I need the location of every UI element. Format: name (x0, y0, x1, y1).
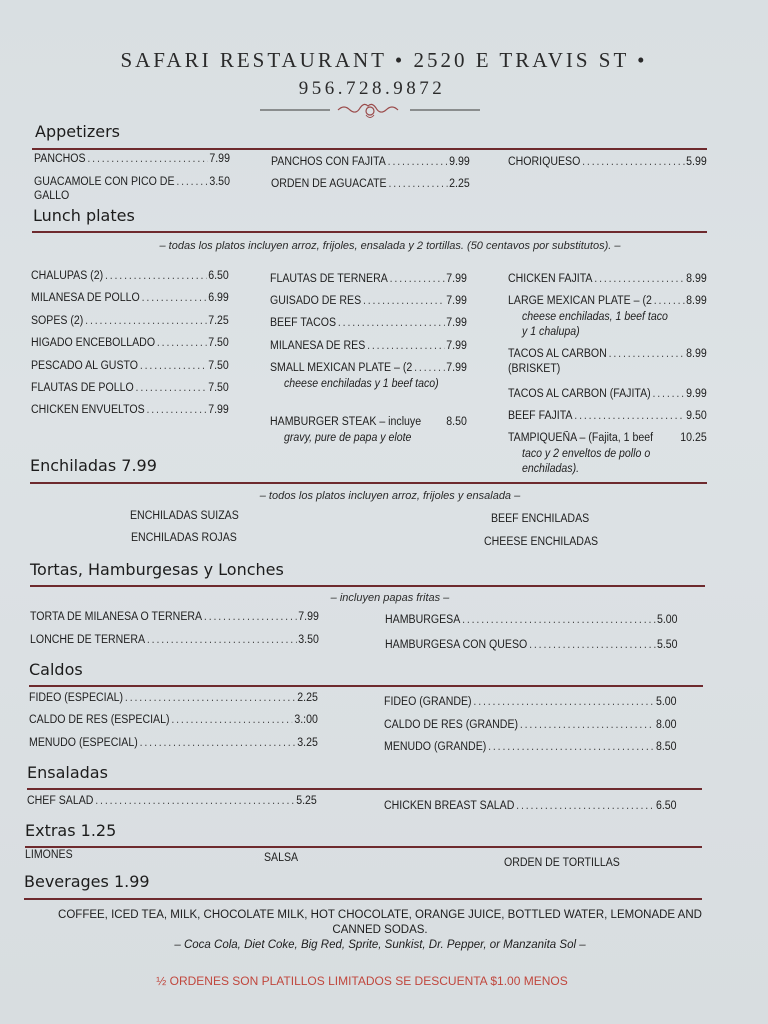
menu-item: LONCHE DE TERNERA ..... 3.50 (30, 634, 319, 646)
menu-item: PESCADO AL GUSTO ..... 7.50 (31, 360, 229, 372)
menu-item: SALSA (264, 852, 299, 864)
menu-item: ENCHILADAS SUIZAS (130, 510, 239, 522)
menu-item: BEEF FAJITA ..... 9.50 (508, 410, 707, 422)
menu-item: SMALL MEXICAN PLATE – (2 ..... 7.99 (270, 362, 467, 374)
ornament-divider-icon (258, 100, 482, 120)
section-note: – todos los platos incluyen arroz, frijoles y ensalada – (259, 490, 521, 502)
section-rule (27, 788, 702, 790)
menu-item-desc: taco y 2 enveltos de pollo o enchiladas). (522, 448, 651, 475)
beverage-list-cont: CANNED SODAS. (332, 924, 428, 936)
menu-item: CHEF SALAD ..... 5.25 (27, 795, 317, 807)
section-rule (32, 148, 707, 150)
menu-item: FLAUTAS DE POLLO ..... 7.50 (31, 382, 229, 394)
menu-item: TORTA DE MILANESA O TERNERA ..... 7.99 (30, 611, 319, 623)
menu-item: SOPES (2) ..... 7.25 (31, 315, 229, 327)
menu-item: MILANESA DE RES ..... 7.99 (270, 340, 467, 352)
menu-item: GUACAMOLE CON PICO DE ..... 3.50 (34, 176, 230, 188)
phone-number: 956.728.9872 (298, 78, 446, 99)
section-rule (30, 585, 705, 587)
menu-item-desc: gravy, pure de papa y elote (284, 432, 412, 444)
section-rule (32, 231, 707, 233)
menu-item-desc: cheese enchiladas, 1 beef taco y 1 chalupa) (522, 311, 668, 338)
menu-item: HAMBURGESA CON QUESO ..... 5.50 (385, 639, 678, 651)
menu-item: MENUDO (ESPECIAL) ..... 3.25 (29, 737, 318, 749)
menu-item: HAMBURGESA ..... 5.00 (385, 614, 678, 626)
menu-item: FIDEO (ESPECIAL) ..... 2.25 (29, 692, 318, 704)
menu-item: MENUDO (GRANDE) ..... 8.50 (384, 741, 677, 753)
menu-item: CHALUPAS (2) ..... 6.50 (31, 270, 229, 282)
section-title-beverages: Beverages 1.99 (24, 872, 150, 891)
menu-item: ORDEN DE TORTILLAS (504, 857, 620, 869)
menu-item: CHEESE ENCHILADAS (484, 536, 599, 548)
menu-item: BEEF ENCHILADAS (491, 513, 590, 525)
menu-item: TACOS AL CARBON (FAJITA) ..... 9.99 (508, 388, 707, 400)
menu-item: HIGADO ENCEBOLLADO ..... 7.50 (31, 337, 229, 349)
menu-item: CHORIQUESO ..... 5.99 (508, 156, 707, 168)
menu-item-cont: (BRISKET) (508, 363, 561, 375)
menu-item: ORDEN DE AGUACATE ..... 2.25 (271, 178, 470, 190)
menu-item: CHICKEN ENVUELTOS ..... 7.99 (31, 404, 229, 416)
section-title-enchiladas: Enchiladas 7.99 (30, 456, 157, 475)
menu-item: FIDEO (GRANDE) ..... 5.00 (384, 696, 677, 708)
section-title-lunch-plates: Lunch plates (33, 206, 135, 225)
section-title-appetizers: Appetizers (35, 122, 120, 141)
menu-item: FLAUTAS DE TERNERA ..... 7.99 (270, 273, 467, 285)
menu-item: CHICKEN BREAST SALAD ..... 6.50 (384, 800, 677, 812)
section-note: – incluyen papas fritas – (330, 592, 450, 604)
menu-item: TACOS AL CARBON ..... 8.99 (508, 348, 707, 360)
menu-item-cont: GALLO (34, 190, 70, 202)
menu-item: PANCHOS ..... 7.99 (34, 153, 230, 165)
section-rule (29, 685, 703, 687)
menu-item-desc: cheese enchiladas y 1 beef taco) (284, 378, 439, 390)
menu-item: PANCHOS CON FAJITA ..... 9.99 (271, 156, 470, 168)
section-title-caldos: Caldos (29, 660, 83, 679)
section-note: – todas los platos incluyen arroz, frijoles, ensalada y 2 tortillas. (50 centavos por substitutos). – (159, 240, 621, 252)
menu-item: LARGE MEXICAN PLATE – (2 ..... 8.99 (508, 295, 707, 307)
half-order-note: ½ ORDENES SON PLATILLOS LIMITADOS SE DESCUENTA $1.00 MENOS (156, 974, 568, 988)
restaurant-title: SAFARI RESTAURANT • 2520 E TRAVIS ST • (120, 48, 648, 72)
section-rule (30, 482, 707, 484)
menu-item: CHICKEN FAJITA ..... 8.99 (508, 273, 707, 285)
menu-item: MILANESA DE POLLO ..... 6.99 (31, 292, 229, 304)
section-title-extras: Extras 1.25 (25, 821, 117, 840)
menu-item: CALDO DE RES (GRANDE) ..... 8.00 (384, 719, 677, 731)
menu-item: BEEF TACOS ..... 7.99 (270, 317, 467, 329)
menu-item: HAMBURGER STEAK – incluye 8.50 (270, 416, 467, 428)
beverage-list: COFFEE, ICED TEA, MILK, CHOCOLATE MILK, HOT CHOCOLATE, ORANGE JUICE, BOTTLED WATER, LEMONADE AND (58, 909, 702, 921)
menu-item: LIMONES (25, 849, 73, 861)
section-title-ensaladas: Ensaladas (27, 763, 108, 782)
menu-item: GUISADO DE RES ..... 7.99 (270, 295, 467, 307)
section-rule (25, 846, 702, 848)
menu-item: CALDO DE RES (ESPECIAL) ..... 3.:00 (29, 714, 318, 726)
menu-item: ENCHILADAS ROJAS (131, 532, 237, 544)
section-rule (24, 898, 702, 900)
section-title-tortas: Tortas, Hamburgesas y Lonches (30, 560, 284, 579)
menu-item: TAMPIQUEÑA – (Fajita, 1 beef 10.25 (508, 432, 707, 444)
soda-list: – Coca Cola, Diet Coke, Big Red, Sprite, Sunkist, Dr. Pepper, or Manzanita Sol – (174, 939, 586, 951)
